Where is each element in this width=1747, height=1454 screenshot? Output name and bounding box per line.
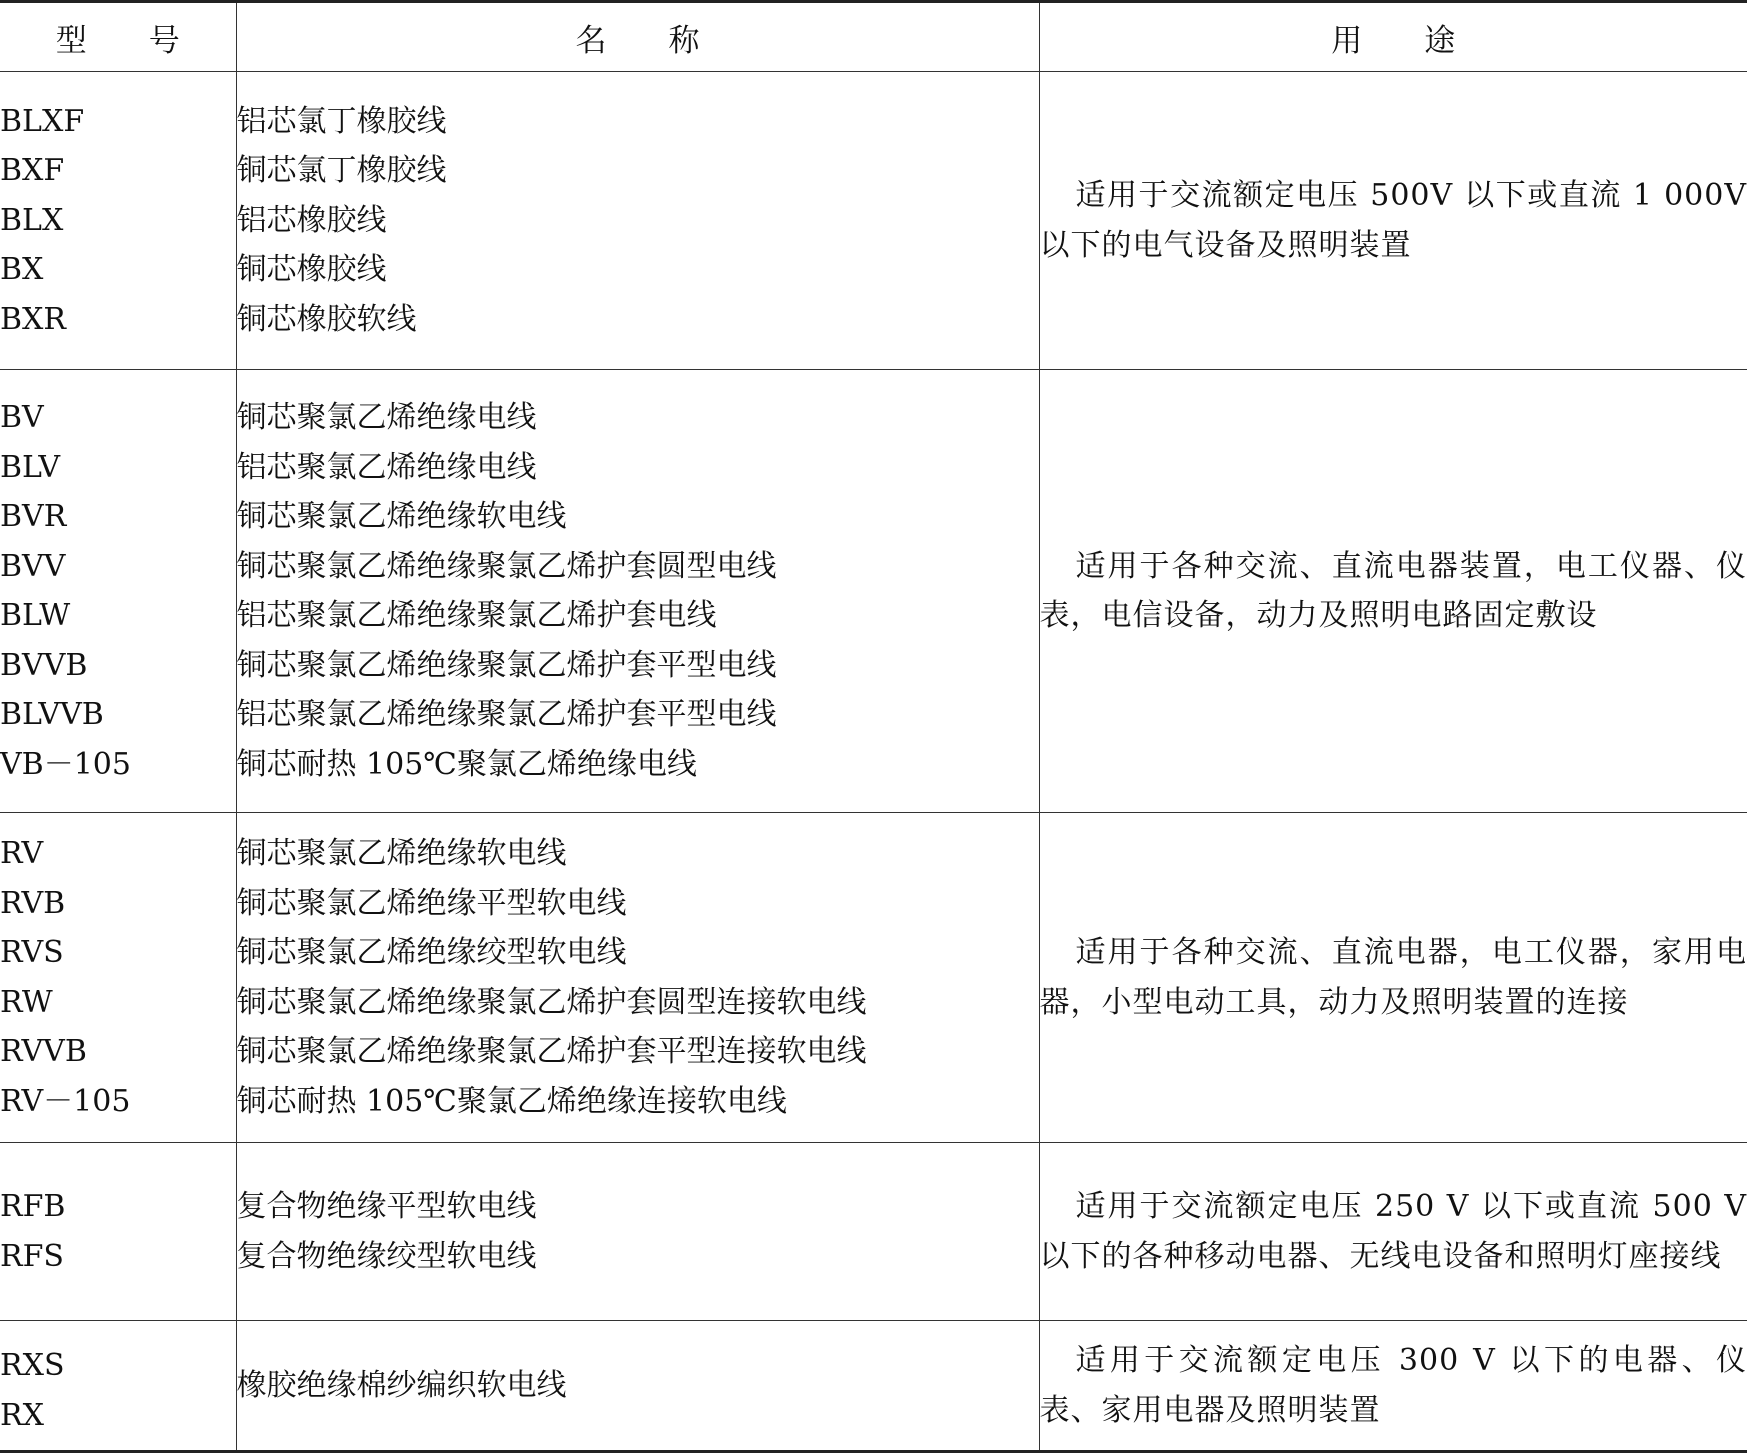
model-code: BVV: [0, 548, 66, 584]
header-name: 名 称: [236, 2, 1039, 72]
wire-name: 铜芯聚氯乙烯绝缘绞型软电线: [236, 935, 627, 970]
name-cell: [236, 72, 1039, 370]
header-model: 型 号: [0, 2, 236, 72]
use-cell: [1039, 370, 1747, 813]
wire-name: 铜芯耐热 105℃聚氯乙烯绝缘电线: [236, 746, 697, 782]
table-body: [0, 72, 1747, 1452]
use-description: 适用于各种交流、直流电器，电工仪器，家用电器，小型电动工具，动力及照明装置的连接: [1039, 935, 1747, 1020]
header-use: 用 途: [1039, 2, 1747, 72]
use-cell: [1039, 1321, 1747, 1452]
model-code: BLX: [0, 202, 64, 238]
name-cell: [236, 1143, 1039, 1321]
model-code: BLW: [0, 598, 71, 633]
model-code: BLVVB: [0, 697, 104, 732]
model-code: RFS: [0, 1238, 64, 1274]
table-row: [0, 1143, 1747, 1321]
model-code: RXS: [0, 1348, 65, 1383]
model-code: RVVB: [0, 1034, 87, 1069]
wire-name: 铜芯聚氯乙烯绝缘软电线: [236, 499, 567, 534]
model-code: BVVB: [0, 647, 88, 683]
model-code: BLXF: [0, 103, 85, 139]
use-cell: [1039, 72, 1747, 370]
wire-name: 铝芯聚氯乙烯绝缘聚氯乙烯护套平型电线: [236, 697, 777, 732]
model-code: BVR: [0, 499, 67, 534]
model-code: RVS: [0, 935, 64, 970]
model-code: RFB: [0, 1189, 66, 1224]
wire-name: 铜芯聚氯乙烯绝缘聚氯乙烯护套圆型连接软电线: [236, 984, 867, 1020]
wire-name: 铜芯聚氯乙烯绝缘聚氯乙烯护套圆型电线: [236, 548, 777, 584]
model-code: BXF: [0, 153, 65, 189]
model-cell: [0, 370, 236, 813]
wire-name: 铜芯橡胶软线: [236, 301, 417, 337]
model-code: BV: [0, 400, 44, 435]
wire-name: 铜芯耐热 105℃聚氯乙烯绝缘连接软电线: [236, 1083, 787, 1119]
model-code: VB－105: [0, 746, 131, 782]
model-code: RV－105: [0, 1083, 131, 1119]
model-code: BXR: [0, 301, 66, 337]
model-code: RW: [0, 984, 53, 1020]
wire-name: 铜芯聚氯乙烯绝缘软电线: [236, 836, 567, 871]
use-description: 适用于各种交流、直流电器装置，电工仪器、仪表，电信设备，动力及照明电路固定敷设: [1039, 548, 1747, 633]
wire-name: 铜芯聚氯乙烯绝缘聚氯乙烯护套平型连接软电线: [236, 1034, 867, 1069]
wire-name: 铜芯聚氯乙烯绝缘平型软电线: [236, 885, 627, 921]
use-description: 适用于交流额定电压 250 V 以下或直流 500 V 以下的各种移动电器、无线电设备和照明灯座接线: [1039, 1189, 1747, 1274]
model-code: BX: [0, 252, 44, 288]
model-code: RX: [0, 1397, 44, 1433]
wire-name: 铜芯聚氯乙烯绝缘聚氯乙烯护套平型电线: [236, 647, 777, 683]
use-description: 适用于交流额定电压 500V 以下或直流 1 000V 以下的电气设备及照明装置: [1039, 178, 1747, 263]
use-cell: [1039, 1143, 1747, 1321]
wire-name: 铜芯橡胶线: [236, 252, 387, 288]
model-cell: [0, 813, 236, 1143]
wire-name: 橡胶绝缘棉纱编织软电线: [236, 1367, 567, 1403]
wire-name: 复合物绝缘平型软电线: [236, 1189, 537, 1224]
table-row: [0, 72, 1747, 370]
name-cell: [236, 370, 1039, 813]
wire-name: 铝芯聚氯乙烯绝缘电线: [236, 449, 537, 485]
table-row: [0, 370, 1747, 813]
use-cell: [1039, 813, 1747, 1143]
model-code: RVB: [0, 885, 66, 921]
name-cell: [236, 1321, 1039, 1452]
wire-name: 复合物绝缘绞型软电线: [236, 1238, 537, 1274]
use-description: 适用于交流额定电压 300 V 以下的电器、仪表、家用电器及照明装置: [1039, 1343, 1747, 1428]
wire-name: 铝芯橡胶线: [236, 202, 387, 238]
header-row: [0, 2, 1747, 72]
wire-name: 铜芯聚氯乙烯绝缘电线: [236, 400, 537, 435]
model-code: RV: [0, 836, 44, 871]
table-row: [0, 813, 1747, 1143]
table-row: [0, 1321, 1747, 1452]
wire-name: 铝芯氯丁橡胶线: [236, 103, 447, 139]
model-cell: [0, 72, 236, 370]
name-cell: [236, 813, 1039, 1143]
model-code: BLV: [0, 449, 61, 485]
model-cell: [0, 1143, 236, 1321]
wire-name: 铝芯聚氯乙烯绝缘聚氯乙烯护套电线: [236, 598, 717, 633]
wire-name: 铜芯氯丁橡胶线: [236, 153, 447, 189]
table-header: [0, 2, 1747, 72]
model-cell: [0, 1321, 236, 1452]
